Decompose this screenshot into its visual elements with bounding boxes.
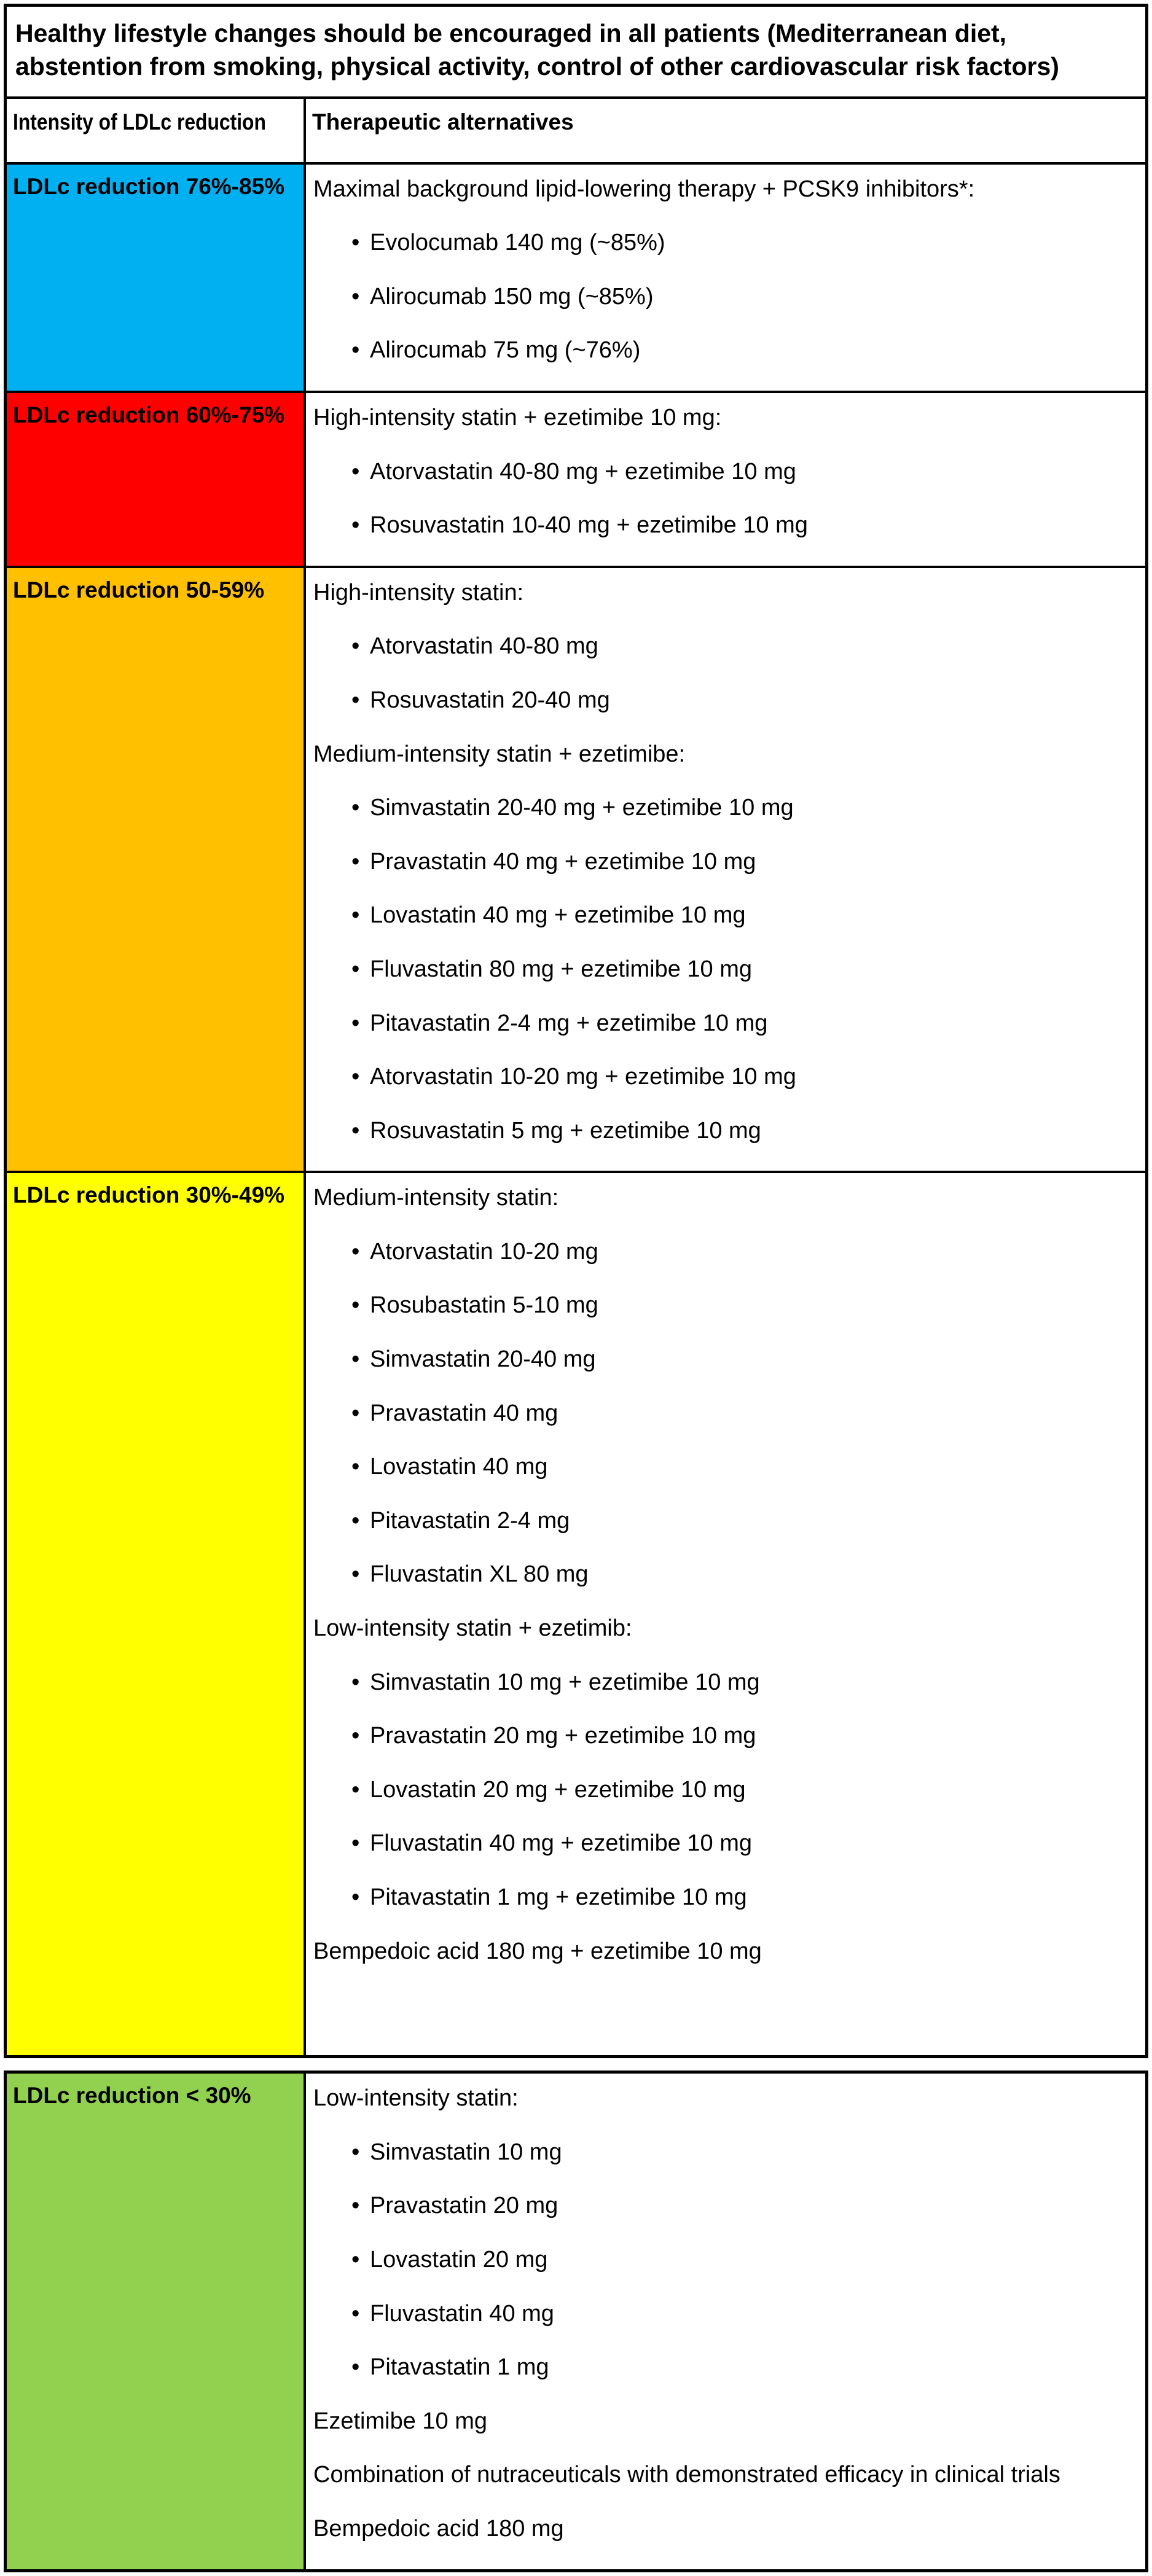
bullet-icon: • [351, 337, 360, 364]
alternatives-cell [306, 1173, 1145, 2055]
therapy-item [313, 283, 1137, 311]
therapy-item-label: Alirocumab 150 mg (~85%) [370, 283, 654, 310]
therapy-item-label: Simvastatin 20-40 mg + ezetimibe 10 mg [370, 795, 794, 821]
alternatives-cell [306, 568, 1145, 1171]
therapy-item-label: Evolocumab 140 mg (~85%) [370, 230, 665, 256]
bullet-icon: • [351, 2300, 360, 2327]
therapy-item [313, 1117, 1137, 1146]
bullet-icon: • [351, 1346, 360, 1373]
table-row [7, 391, 1145, 566]
bullet-icon: • [351, 2139, 360, 2165]
therapy-item-label: Pitavastatin 2-4 mg [370, 1507, 570, 1534]
therapy-item-label: Fluvastatin XL 80 mg [370, 1561, 589, 1588]
therapy-item-label: Rosuvastatin 10-40 mg + ezetimibe 10 mg [370, 512, 808, 539]
bullet-icon: • [351, 902, 360, 929]
row-label: LDLc reduction 60%-75% [13, 402, 285, 427]
bullet-icon: • [351, 1064, 360, 1090]
therapy-item-label: Lovastatin 40 mg [370, 1454, 548, 1480]
therapy-group-heading: High-intensity statin: [313, 579, 524, 606]
bullet-icon: • [351, 2193, 360, 2219]
therapy-item [313, 902, 1137, 930]
therapy-item-label: Atorvastatin 40-80 mg + ezetimibe 10 mg [370, 458, 796, 485]
therapy-item [313, 794, 1137, 822]
therapy-item [313, 1010, 1137, 1038]
bullet-icon: • [351, 1292, 360, 1319]
alternatives-cell [306, 393, 1145, 566]
table-body-lower [7, 2074, 1145, 2569]
therapy-item [313, 337, 1137, 365]
bullet-icon: • [351, 633, 360, 660]
bullet-icon: • [351, 1117, 360, 1144]
therapy-item [313, 848, 1137, 876]
therapy-item-label: Alirocumab 75 mg (~76%) [370, 337, 641, 364]
bullet-icon: • [351, 1454, 360, 1480]
row-label: LDLc reduction 76%-85% [13, 173, 285, 199]
therapy-item [313, 1507, 1137, 1536]
bullet-icon: • [351, 1010, 360, 1036]
table-row [7, 2074, 1145, 2569]
row-label: LDLc reduction < 30% [13, 2083, 251, 2109]
ldl-reduction-table [4, 4, 1148, 2572]
therapy-item [313, 1238, 1137, 1267]
therapy-group-heading: High-intensity statin + ezetimibe 10 mg: [313, 404, 722, 431]
therapy-item-label: Atorvastatin 40-80 mg [370, 633, 598, 660]
therapy-item-label: Fluvastatin 80 mg + ezetimibe 10 mg [370, 956, 753, 982]
bullet-icon: • [351, 956, 360, 982]
therapy-item [313, 1453, 1137, 1481]
bullet-icon: • [351, 2354, 360, 2381]
therapy-item [313, 2139, 1137, 2167]
therapy-item-label: Rosubastatin 5-10 mg [370, 1292, 598, 1319]
bullet-icon: • [351, 283, 360, 310]
therapy-item-label: Pitavastatin 1 mg [370, 2354, 549, 2381]
bullet-icon: • [351, 230, 360, 256]
therapy-text: Bempedoic acid 180 mg + ezetimibe 10 mg [313, 1938, 762, 1964]
bullet-icon: • [351, 687, 360, 713]
therapy-item [313, 1063, 1137, 1091]
therapy-item-label: Lovastatin 20 mg + ezetimibe 10 mg [370, 1776, 746, 1803]
therapy-item-label: Rosuvastatin 20-40 mg [370, 687, 610, 713]
therapy-item-label: Lovastatin 40 mg + ezetimibe 10 mg [370, 902, 746, 929]
bullet-icon: • [351, 1723, 360, 1749]
therapy-item [313, 687, 1137, 715]
table-row [7, 566, 1145, 1171]
therapy-item-label: Simvastatin 20-40 mg [370, 1346, 596, 1373]
table-header-note: Healthy lifestyle changes should be encouraged in all patients (Mediterranean diet, abstention from smoking, physical activity, control of other cardiovascular risk factors) [7, 7, 1145, 99]
therapy-item [313, 1561, 1137, 1589]
bullet-icon: • [351, 1400, 360, 1426]
therapy-item-label: Simvastatin 10 mg [370, 2139, 562, 2165]
therapy-item-label: Fluvastatin 40 mg + ezetimibe 10 mg [370, 1830, 753, 1857]
bullet-icon: • [351, 1507, 360, 1534]
therapy-item [313, 1830, 1137, 1858]
bullet-icon: • [351, 1561, 360, 1588]
bullet-icon: • [351, 2247, 360, 2273]
therapy-group-heading: Medium-intensity statin + ezetimibe: [313, 741, 686, 767]
bullet-icon: • [351, 1669, 360, 1695]
bullet-icon: • [351, 1776, 360, 1803]
table-row [7, 1171, 1145, 2055]
intensity-cell [7, 568, 306, 1171]
therapy-item-label: Pravastatin 20 mg + ezetimibe 10 mg [370, 1723, 756, 1749]
column-header-intensity [7, 99, 306, 162]
therapy-item [313, 956, 1137, 984]
column-header-alternatives: Therapeutic alternatives [312, 109, 574, 135]
bullet-icon: • [351, 458, 360, 485]
therapy-item [313, 229, 1137, 257]
therapy-item [313, 1400, 1137, 1428]
therapy-item-label: Pravastatin 20 mg [370, 2193, 558, 2219]
intensity-cell [7, 165, 306, 391]
therapy-item-label: Atorvastatin 10-20 mg + ezetimibe 10 mg [370, 1064, 796, 1090]
therapy-item-label: Pravastatin 40 mg + ezetimibe 10 mg [370, 848, 756, 875]
therapy-item [313, 458, 1137, 486]
table-row [7, 165, 1145, 391]
therapy-item-label: Simvastatin 10 mg + ezetimibe 10 mg [370, 1669, 760, 1695]
therapy-item [313, 1292, 1137, 1320]
therapy-group-heading: Low-intensity statin: [313, 2085, 519, 2112]
intensity-cell [7, 2074, 306, 2569]
therapy-item [313, 1722, 1137, 1751]
table-section-continued [4, 2071, 1148, 2572]
therapy-item [313, 1884, 1137, 1912]
therapy-item [313, 1346, 1137, 1374]
therapy-text: Ezetimibe 10 mg [313, 2408, 488, 2434]
bullet-icon: • [351, 1884, 360, 1911]
therapy-item [313, 2246, 1137, 2274]
column-header-row [7, 99, 1145, 164]
therapy-item-label: Pitavastatin 1 mg + ezetimibe 10 mg [370, 1884, 747, 1911]
therapy-item [313, 2192, 1137, 2220]
therapy-item-label: Fluvastatin 40 mg [370, 2300, 554, 2327]
therapy-item [313, 2354, 1137, 2382]
therapy-item-label: Rosuvastatin 5 mg + ezetimibe 10 mg [370, 1117, 761, 1144]
therapy-item [313, 633, 1137, 661]
intensity-cell [7, 1173, 306, 2055]
bullet-icon: • [351, 1238, 360, 1265]
bullet-icon: • [351, 795, 360, 821]
therapy-item-label: Lovastatin 20 mg [370, 2247, 548, 2273]
row-label: LDLc reduction 50-59% [13, 577, 265, 603]
therapy-text: Combination of nutraceuticals with demonstrated efficacy in clinical trials [313, 2462, 1060, 2488]
therapy-item-label: Pravastatin 40 mg [370, 1400, 558, 1426]
row-label: LDLc reduction 30%-49% [13, 1182, 285, 1208]
table-section-main [4, 4, 1148, 2058]
bullet-icon: • [351, 512, 360, 539]
therapy-text: Bempedoic acid 180 mg [313, 2516, 564, 2542]
therapy-item-label: Atorvastatin 10-20 mg [370, 1238, 598, 1265]
therapy-item [313, 512, 1137, 540]
therapy-item [313, 1776, 1137, 1805]
therapy-item [313, 2300, 1137, 2328]
intensity-cell [7, 393, 306, 566]
table-body-upper [7, 165, 1145, 2056]
bullet-icon: • [351, 1830, 360, 1857]
therapy-group-heading: Medium-intensity statin: [313, 1185, 559, 1211]
bullet-icon: • [351, 848, 360, 875]
alternatives-cell [306, 165, 1145, 391]
alternatives-cell [306, 2074, 1145, 2569]
therapy-group-heading: Low-intensity statin + ezetimib: [313, 1615, 632, 1642]
column-header-intensity-label: Intensity of LDLc reduction [13, 109, 266, 135]
therapy-item-label: Pitavastatin 2-4 mg + ezetimibe 10 mg [370, 1010, 768, 1036]
therapy-group-heading: Maximal background lipid-lowering therapy + PCSK9 inhibitors*: [313, 176, 975, 202]
therapy-item [313, 1669, 1137, 1697]
